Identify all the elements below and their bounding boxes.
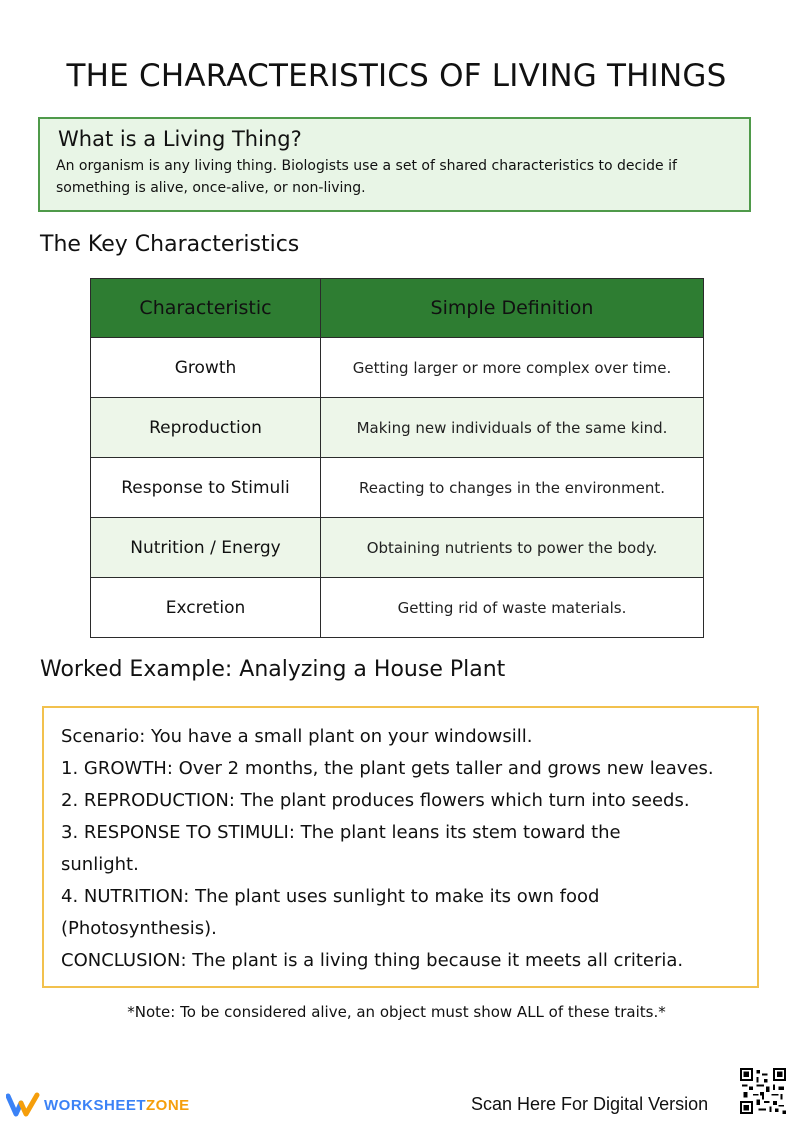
intro-line: something is alive, once-alive, or non-living.: [56, 180, 366, 196]
characteristic-definition: Getting rid of waste materials.: [321, 578, 704, 638]
characteristic-name: Excretion: [91, 578, 321, 638]
characteristic-definition: Making new individuals of the same kind.: [321, 398, 704, 458]
logo-w-icon: [6, 1092, 40, 1118]
example-line: (Photosynthesis).: [61, 918, 217, 939]
table-header-row: [91, 279, 704, 338]
characteristic-name: Response to Stimuli: [91, 458, 321, 518]
characteristic-definition: Getting larger or more complex over time.: [321, 338, 704, 398]
example-line: 2. REPRODUCTION: The plant produces flowers which turn into seeds.: [61, 790, 690, 811]
note-text: *Note: To be considered alive, an object must show ALL of these traits.*: [127, 1003, 666, 1021]
table-row: [91, 338, 704, 398]
table-row: [91, 518, 704, 578]
characteristic-name: Nutrition / Energy: [91, 518, 321, 578]
table-row: [91, 398, 704, 458]
characteristic-name: Growth: [91, 338, 321, 398]
table-row: [91, 578, 704, 638]
example-line: CONCLUSION: The plant is a living thing because it meets all criteria.: [61, 950, 684, 971]
characteristic-definition: Obtaining nutrients to power the body.: [321, 518, 704, 578]
logo-text-zone: ZONE: [146, 1096, 190, 1114]
example-line: sunlight.: [61, 854, 139, 875]
page-title: THE CHARACTERISTICS OF LIVING THINGS: [66, 58, 727, 94]
logo-text-worksheet: WORKSHEET: [44, 1096, 146, 1114]
example-line: Scenario: You have a small plant on your windowsill.: [61, 726, 533, 747]
worksheetzone-logo[interactable]: [6, 1092, 190, 1118]
example-line: 3. RESPONSE TO STIMULI: The plant leans its stem toward the: [61, 822, 621, 843]
characteristics-table: [90, 278, 704, 638]
characteristic-name: Reproduction: [91, 398, 321, 458]
column-header-characteristic: Characteristic: [91, 279, 321, 338]
key-characteristics-heading: The Key Characteristics: [40, 232, 300, 257]
table-row: [91, 458, 704, 518]
scan-here-text: Scan Here For Digital Version: [471, 1094, 709, 1114]
worked-example-heading: Worked Example: Analyzing a House Plant: [40, 657, 506, 682]
worked-example-box: [42, 706, 759, 988]
logo-text: [44, 1097, 190, 1114]
intro-box: [38, 117, 751, 212]
characteristic-definition: Reacting to changes in the environment.: [321, 458, 704, 518]
example-line: 4. NUTRITION: The plant uses sunlight to make its own food: [61, 886, 600, 907]
example-line: 1. GROWTH: Over 2 months, the plant gets taller and grows new leaves.: [61, 758, 714, 779]
qr-code-icon[interactable]: [740, 1068, 786, 1114]
intro-line: An organism is any living thing. Biologists use a set of shared characteristics to decide if: [56, 158, 677, 174]
column-header-definition: Simple Definition: [321, 279, 704, 338]
intro-body: [56, 155, 733, 199]
intro-heading: What is a Living Thing?: [58, 127, 302, 151]
